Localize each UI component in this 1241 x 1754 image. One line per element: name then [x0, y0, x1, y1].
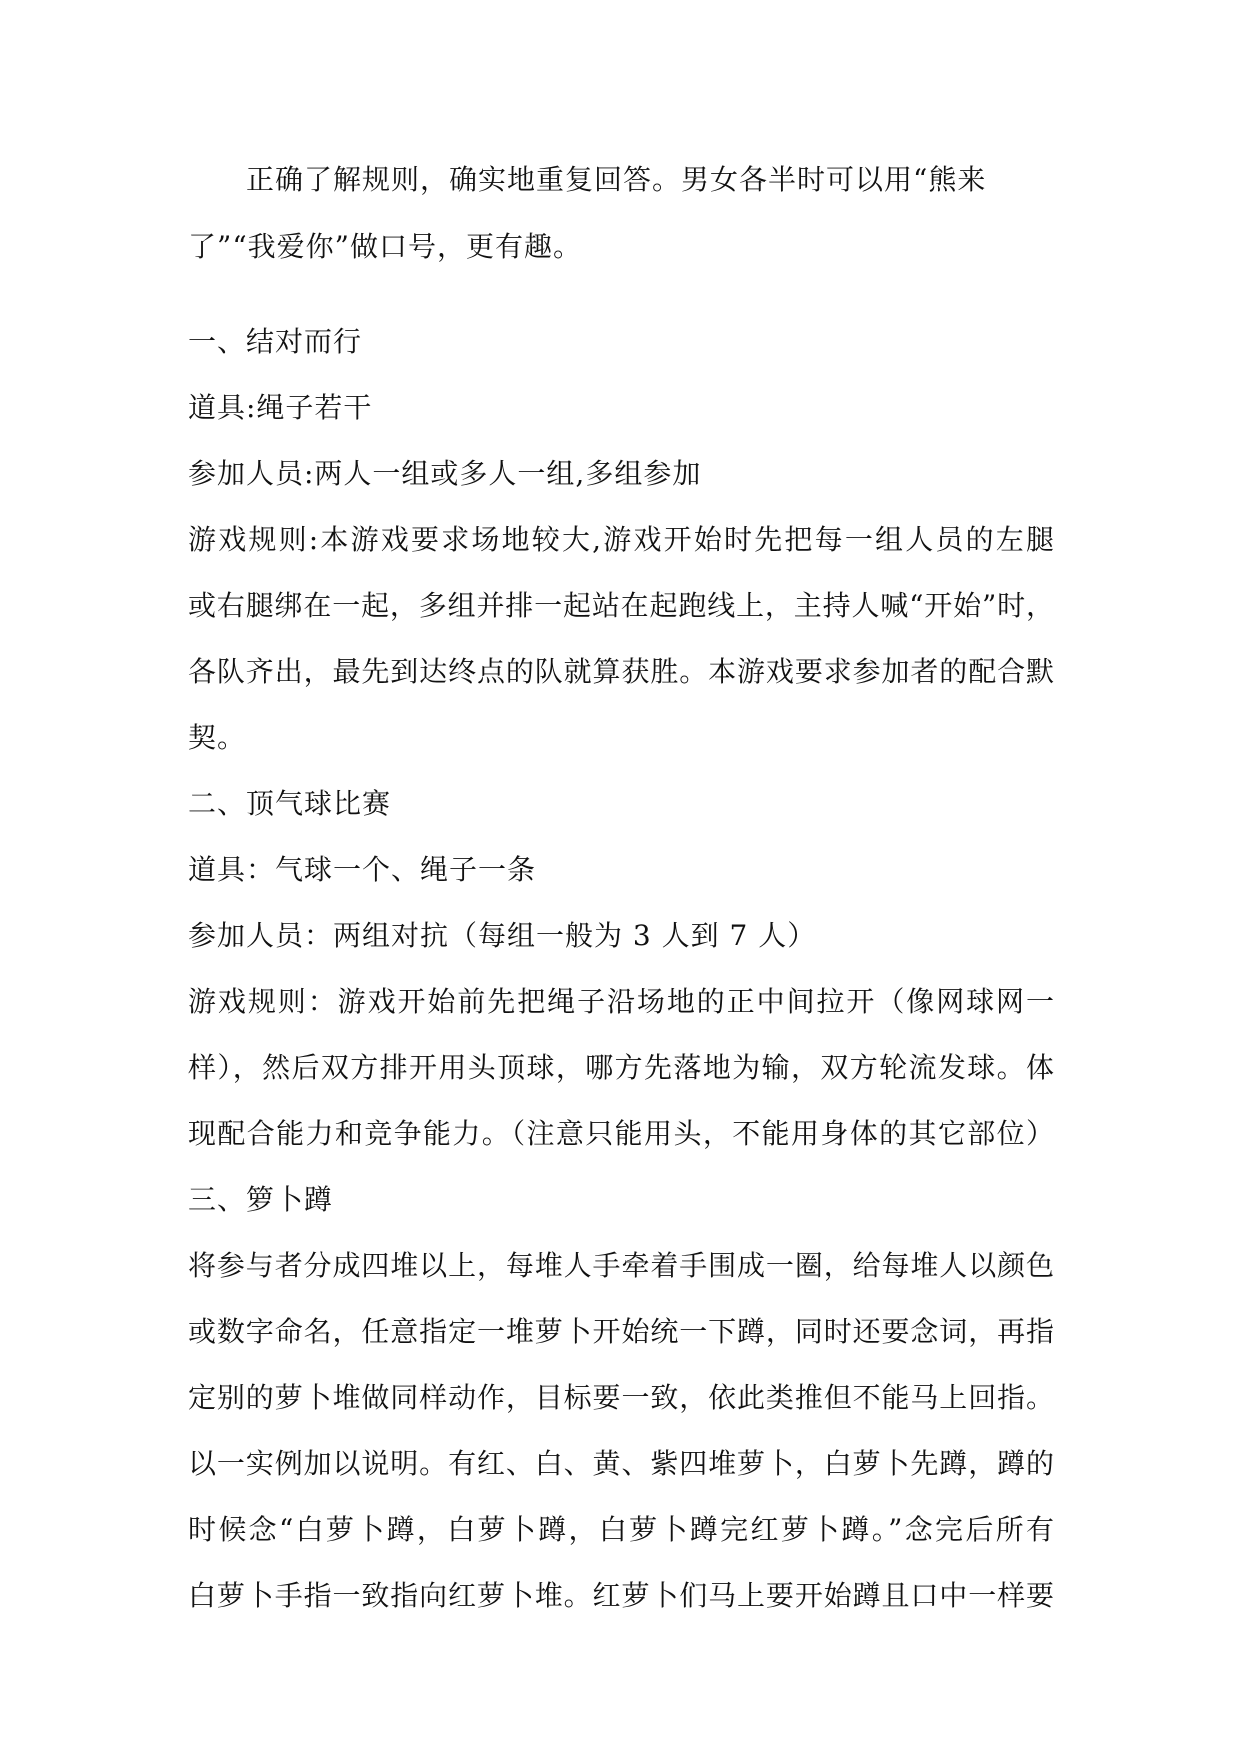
paragraph-line: 或右腿绑在一起，多组并排一起站在起跑线上，主持人喊“开始”时， [188, 589, 1054, 622]
paragraph-line: 将参与者分成四堆以上，每堆人手牵着手围成一圈，给每堆人以颜色 [188, 1249, 1054, 1282]
paragraph-line: 定别的萝卜堆做同样动作，目标要一致，依此类推但不能马上回指。 [188, 1381, 1054, 1414]
paragraph-line: 游戏规则：游戏开始前先把绳子沿场地的正中间拉开（像网球网一 [188, 985, 1054, 1018]
paragraph-line: 游戏规则:本游戏要求场地较大,游戏开始时先把每一组人员的左腿 [188, 523, 1054, 556]
paragraph-line: 道具：气球一个、绳子一条 [188, 853, 537, 886]
paragraph-line: 样），然后双方排开用头顶球，哪方先落地为输，双方轮流发球。体 [188, 1051, 1054, 1084]
paragraph-line: 正确了解规则，确实地重复回答。男女各半时可以用“熊来 [246, 163, 987, 196]
paragraph-line: 了”“我爱你”做口号，更有趣。 [188, 230, 582, 263]
paragraph-line: 以一实例加以说明。有红、白、黄、紫四堆萝卜，白萝卜先蹲，蹲的 [188, 1447, 1054, 1480]
section-heading: 二、顶气球比赛 [188, 787, 392, 820]
section-heading: 一、结对而行 [188, 325, 363, 358]
paragraph-line: 契。 [188, 721, 247, 754]
paragraph-line: 参加人员:两人一组或多人一组,多组参加 [188, 457, 702, 490]
section-heading: 三、箩卜蹲 [188, 1183, 334, 1216]
paragraph-line: 现配合能力和竞争能力。（注意只能用头，不能用身体的其它部位） [188, 1117, 1054, 1150]
paragraph-line: 各队齐出，最先到达终点的队就算获胜。本游戏要求参加者的配合默 [188, 655, 1054, 688]
paragraph-line: 道具:绳子若干 [188, 391, 373, 424]
paragraph-line: 参加人员：两组对抗（每组一般为 3 人到 7 人） [188, 919, 817, 952]
paragraph-line: 白萝卜手指一致指向红萝卜堆。红萝卜们马上要开始蹲且口中一样要 [188, 1579, 1054, 1612]
paragraph-line: 时候念“白萝卜蹲，白萝卜蹲，白萝卜蹲完红萝卜蹲。”念完后所有 [188, 1513, 1054, 1546]
paragraph-line: 或数字命名，任意指定一堆萝卜开始统一下蹲，同时还要念词，再指 [188, 1315, 1054, 1348]
